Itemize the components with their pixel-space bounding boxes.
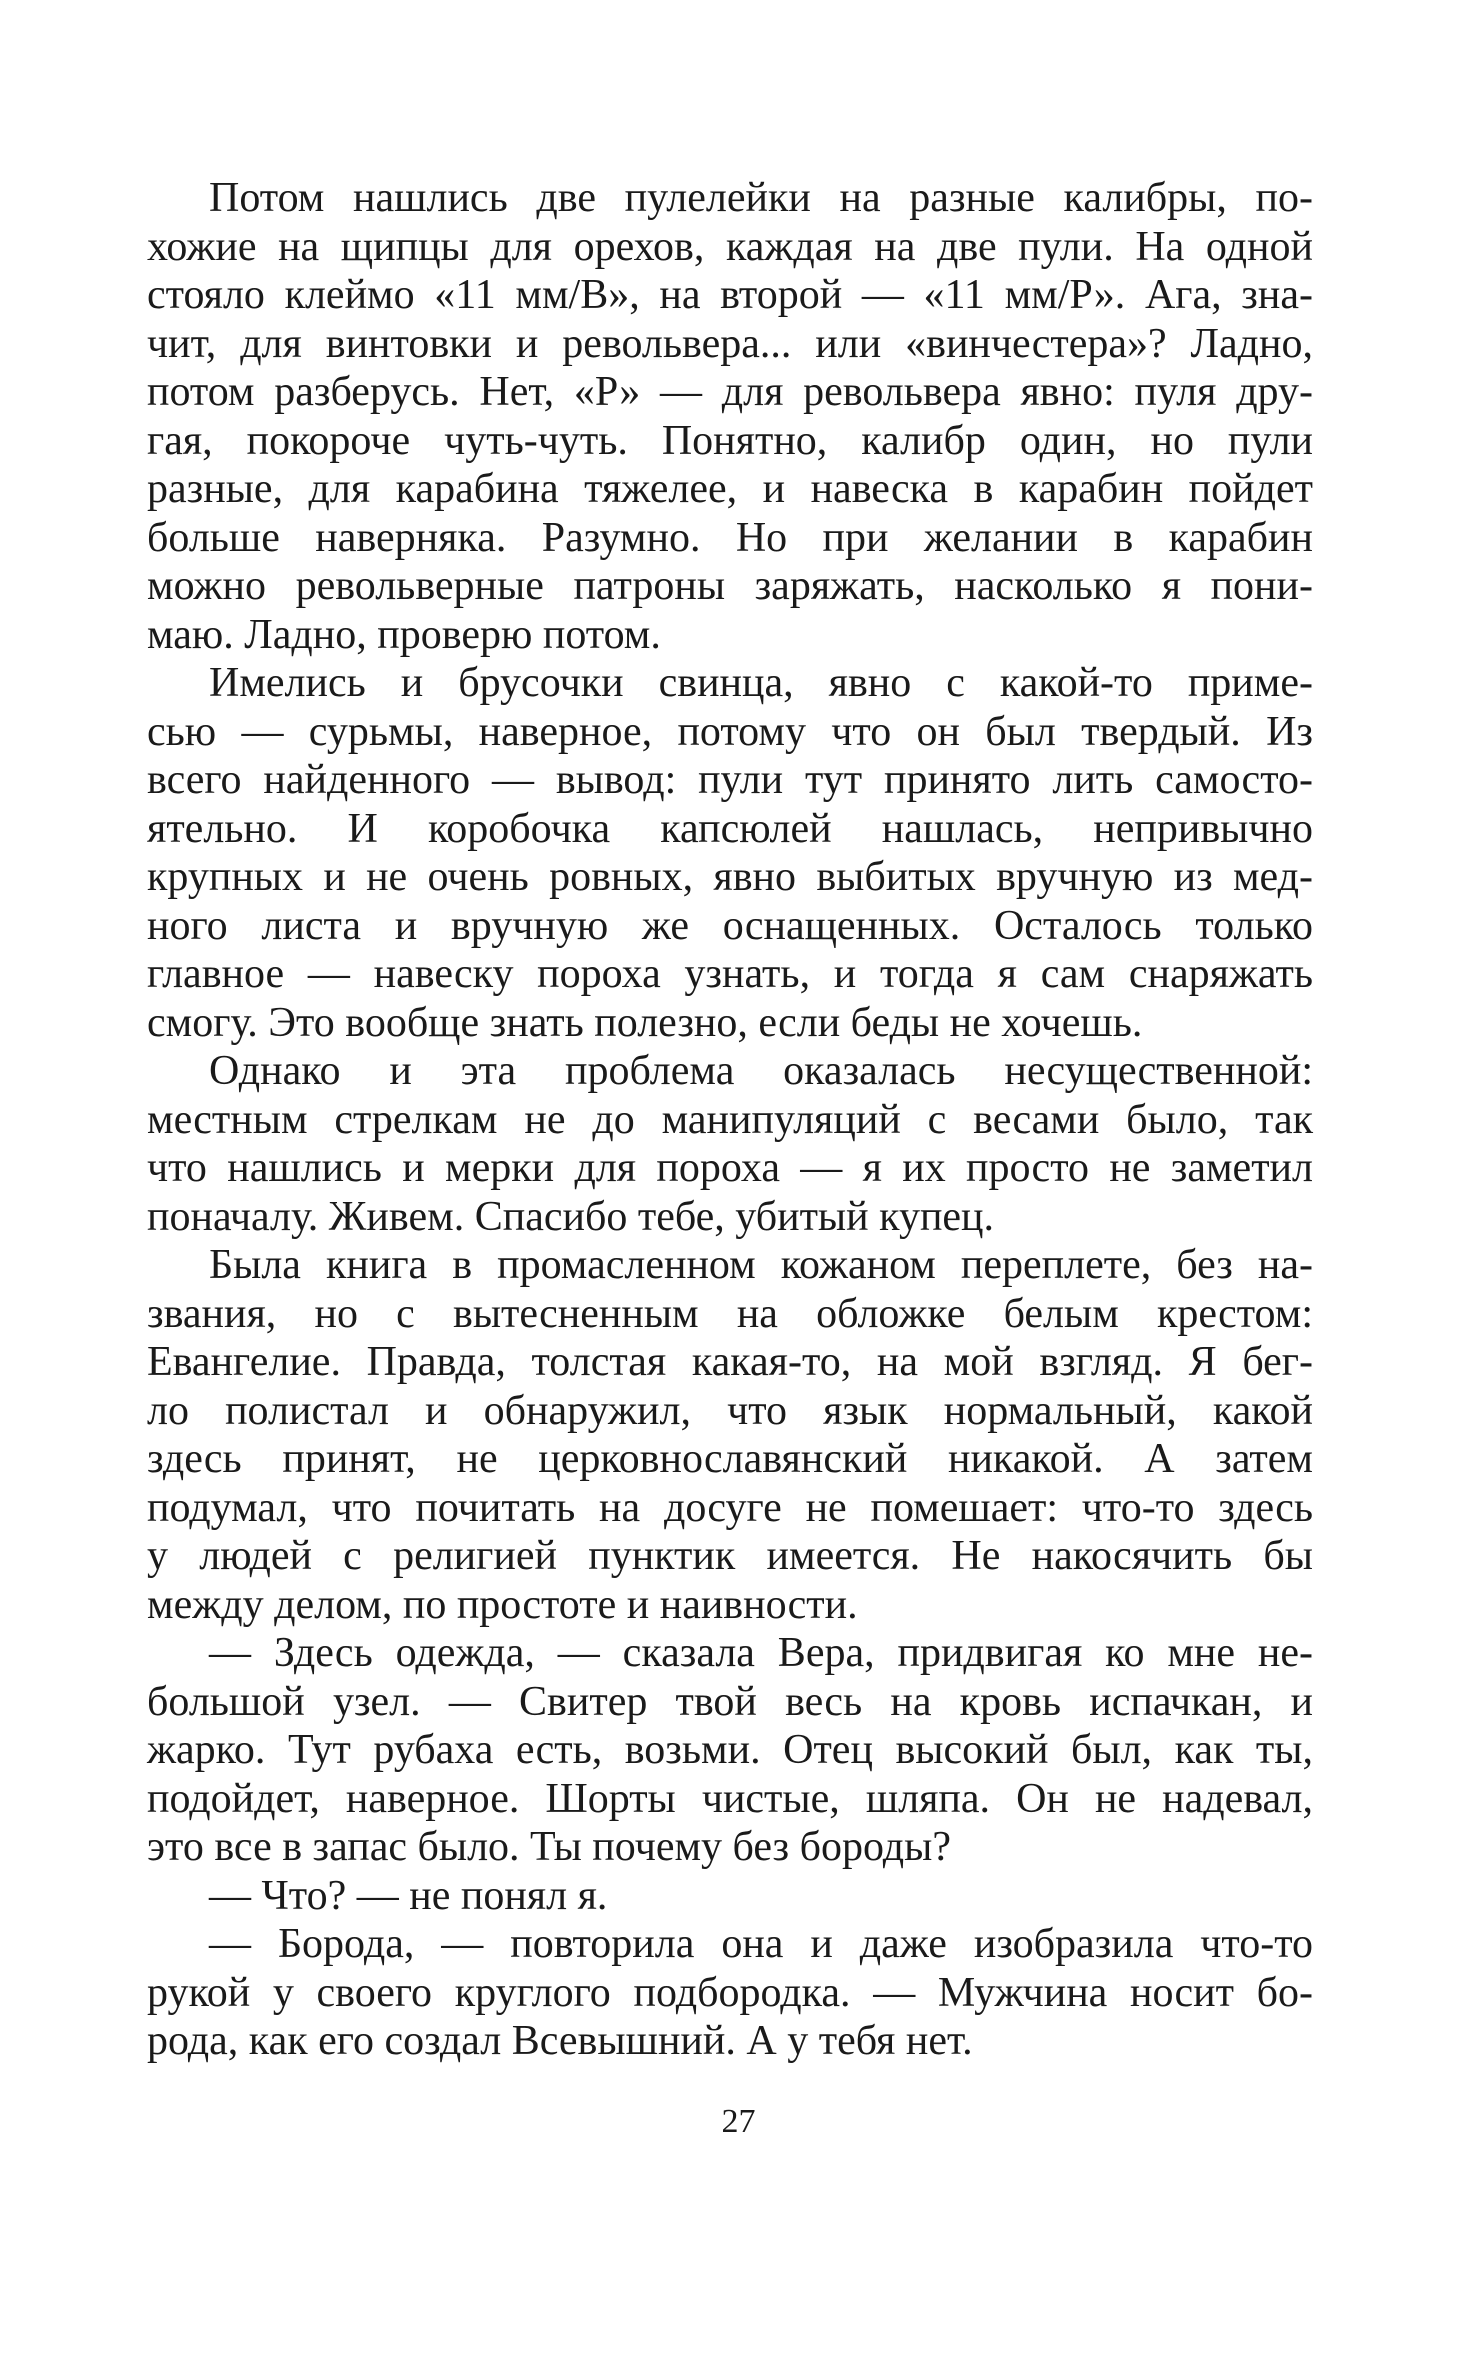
text-line: можно револьверные патроны заряжать, насколько я пони- [147,563,1313,609]
page-text [147,174,1313,2066]
text-line: Потом нашлись две пулелейки на разные калибры, по- [209,175,1313,221]
text-line: Имелись и брусочки свинца, явно с какой-то приме- [209,660,1313,706]
text-line: сью — сурьмы, наверное, потому что он был твердый. Из [147,708,1313,755]
text-line: хожие на щипцы для орехов, каждая на две пули. На одной [147,223,1313,270]
text-line: — Здесь одежда, — сказала Вера, придвигая ко мне не- [209,1630,1313,1676]
text-line: у людей с религией пунктик имеется. Не накосячить бы [147,1533,1313,1579]
text-line: жарко. Тут рубаха есть, возьми. Отец высокий был, как ты, [147,1727,1313,1773]
text-line: рода, как его создал Всевышний. А у тебя нет. [147,2018,973,2064]
text-line: подумал, что почитать на досуге не помешает: что-то здесь [147,1484,1313,1531]
text-line: потом разберусь. Нет, «Р» — для револьвера явно: пуля дру- [147,369,1313,415]
text-line: — Борода, — повторила она и даже изобразила что-то [209,1921,1313,1967]
text-line: подойдет, наверное. Шорты чистые, шляпа. Он не надевал, [147,1775,1313,1822]
text-line: местным стрелкам не до манипуляций с весами было, так [147,1096,1313,1143]
page-number: 27 [721,2103,756,2140]
text-line: всего найденного — вывод: пули тут принято лить самосто- [147,757,1313,803]
paragraph [147,174,1313,659]
text-line: большой узел. — Свитер твой весь на кровь испачкан, и [147,1678,1313,1725]
paragraph [147,1872,1313,1921]
text-line: главное — навеску пороха узнать, и тогда я сам снаряжать [147,951,1313,997]
text-line: Была книга в промасленном кожаном переплете, без на- [209,1242,1313,1288]
text-line: больше наверняка. Разумно. Но при желании в карабин [147,514,1313,561]
text-line: маю. Ладно, проверю потом. [147,611,661,658]
text-line: чит, для винтовки и револьвера... или «винчестера»? Ладно, [147,320,1313,367]
text-line: ного листа и вручную же оснащенных. Осталось только [147,902,1313,949]
text-line: поначалу. Живем. Спасибо тебе, убитый купец. [147,1193,995,1240]
paragraph [147,659,1313,1047]
paragraph [147,1629,1313,1872]
text-line: здесь принят, не церковнославянский никакой. А затем [147,1436,1313,1482]
text-line: рукой у своего круглого подбородка. — Мужчина носит бо- [147,1969,1313,2016]
text-line: ло полистал и обнаружил, что язык нормальный, какой [147,1387,1313,1434]
text-line: стояло клеймо «11 мм/В», на второй — «11 мм/Р». Ага, зна- [147,272,1313,318]
text-line: Евангелие. Правда, толстая какая-то, на мой взгляд. Я бег- [147,1339,1313,1385]
text-line: между делом, по простоте и наивности. [147,1581,858,1628]
text-line: что нашлись и мерки для пороха — я их просто не заметил [147,1145,1313,1191]
text-line: — Что? — не понял я. [209,1872,608,1919]
text-line: звания, но с вытесненным на обложке белым крестом: [147,1290,1313,1337]
text-line: Однако и эта проблема оказалась несущественной: [209,1048,1313,1094]
paragraph [147,1241,1313,1629]
text-line: ятельно. И коробочка капсюлей нашлась, непривычно [147,805,1313,852]
text-line: крупных и не очень ровных, явно выбитых вручную из мед- [147,854,1313,900]
paragraph [147,1047,1313,1241]
paragraph [147,1920,1313,2066]
text-line: смогу. Это вообще знать полезно, если беды не хочешь. [147,999,1143,1046]
text-line: это все в запас было. Ты почему без бороды? [147,1824,951,1870]
text-line: гая, покороче чуть-чуть. Понятно, калибр один, но пули [147,417,1313,464]
text-line: разные, для карабина тяжелее, и навеска в карабин пойдет [147,466,1313,512]
